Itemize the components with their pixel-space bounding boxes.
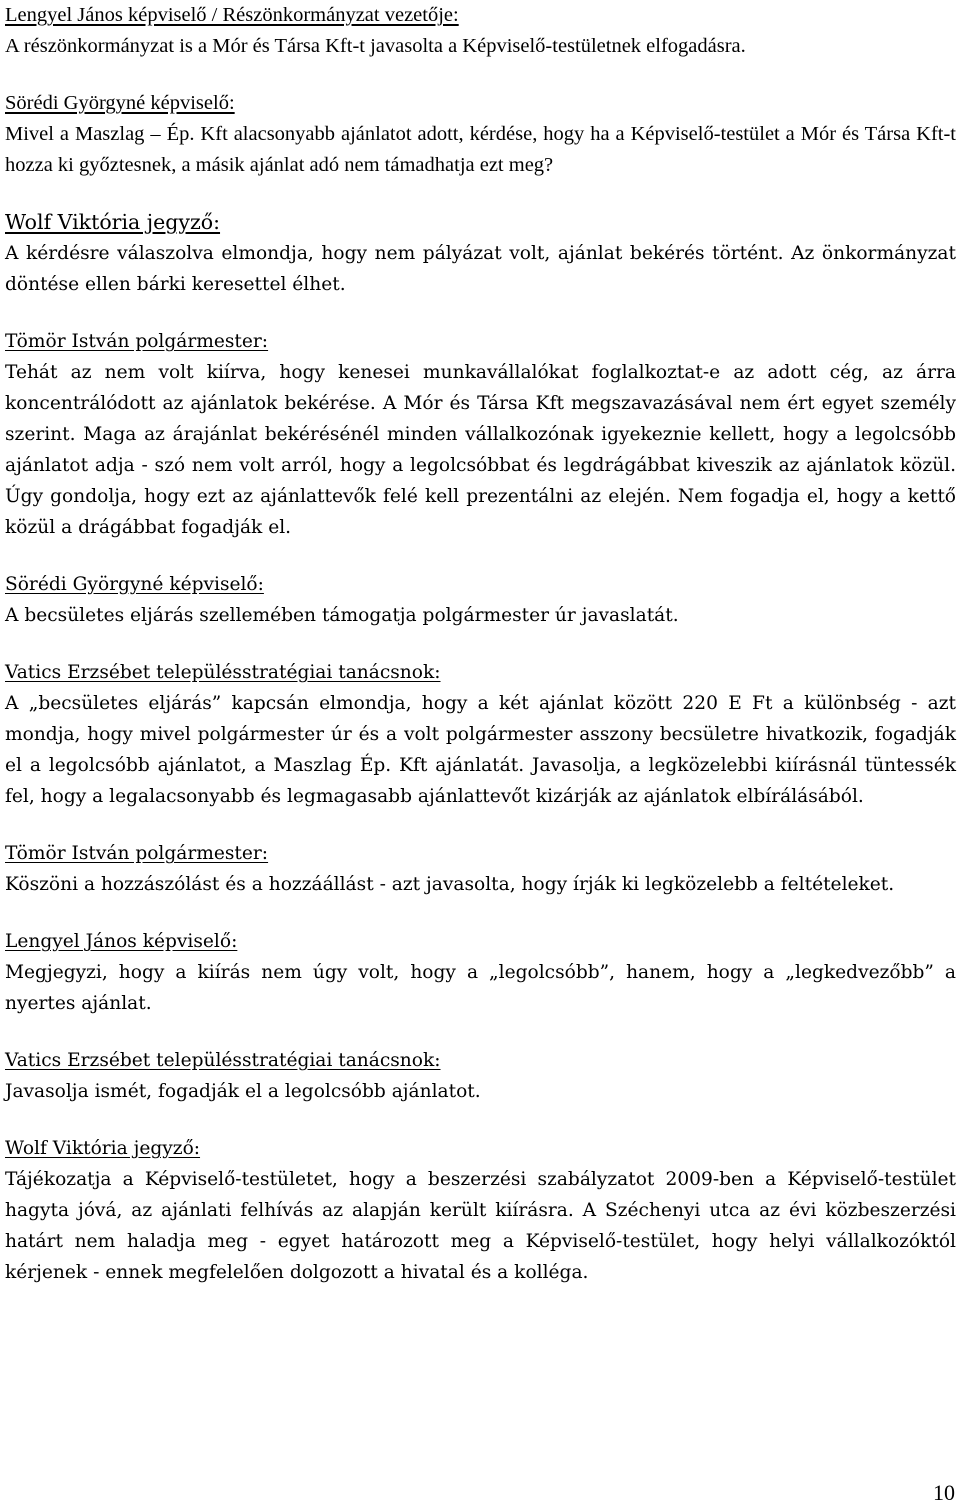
speaker-name: Sörédi Györgyné képviselő:	[5, 574, 264, 595]
speaker-name: Tömör István polgármester:	[5, 843, 269, 864]
speech-text: Köszöni a hozzászólást és a hozzáállást - azt javasolta, hogy írják ki legközelebb a feltételeket.	[5, 874, 895, 895]
minutes-entry	[5, 569, 956, 631]
minutes-entry	[5, 207, 956, 300]
speaker-name: Wolf Viktória jegyző:	[5, 1138, 201, 1159]
speech-text: Javasolja ismét, fogadják el a legolcsóbb ajánlatot.	[5, 1081, 481, 1102]
minutes-entry	[5, 1133, 956, 1288]
speech-text: A részönkormányzat is a Mór és Társa Kft-t javasolta a Képviselő-testületnek elfogadásra.	[5, 35, 746, 57]
speaker-name: Sörédi Györgyné képviselő:	[5, 92, 235, 114]
minutes-entry	[5, 1045, 956, 1107]
minutes-entry	[5, 838, 956, 900]
speech-text: A kérdésre válaszolva elmondja, hogy nem pályázat volt, ajánlat bekérés történt. Az önkormányzat döntése ellen bárki keresettel élhet.	[5, 243, 956, 295]
minutes-entry	[5, 657, 956, 812]
speaker-name: Wolf Viktória jegyző:	[5, 210, 221, 234]
speaker-name: Vatics Erzsébet településstratégiai tanácsnok:	[5, 662, 441, 683]
minutes-entry	[5, 0, 956, 62]
speech-text: Tehát az nem volt kiírva, hogy kenesei munkavállalókat foglalkoztat-e az adott cég, az árra koncentrálódott az ajánlatok bekérése. A Mór és Társa Kft megszavazásával nem ért egyet személy szerint. Maga az árajánlat bekérésénél minden vállalkozónak igyekeznie kellett, hogy a legolcsóbb ajánlatot adja - szó nem volt arról, hogy a legolcsóbbat és legdrágábbat kiveszik az ajánlatok közül. Úgy gondolja, hogy ezt az ajánlattevők felé kell prezentálni az elején. Nem fogadja el, hogy a kettő közül a drágábbat fogadják el.	[5, 362, 956, 538]
speech-text: Mivel a Maszlag – Ép. Kft alacsonyabb ajánlatot adott, kérdése, hogy ha a Képviselő-testület a Mór és Társa Kft-t hozza ki győztesnek, a másik ajánlat adó nem támadhatja ezt meg?	[5, 123, 956, 176]
speech-text: Tájékozatja a Képviselő-testületet, hogy a beszerzési szabályzatot 2009-ben a Képviselő-testület hagyta jóvá, az ajánlati felhívás az alapján került kiírásra. A Széchenyi utca az évi közbeszerzési határt nem haladja meg - egyet határozott meg a Képviselő-testület, hogy helyi vállalkozóktól kérjenek - ennek megfelelően dolgozott a hivatal és a kolléga.	[5, 1169, 956, 1283]
speech-text: A „becsületes eljárás” kapcsán elmondja, hogy a két ajánlat között 220 E Ft a különbség - azt mondja, hogy mivel polgármester úr és a volt polgármester asszony becsületre hivatkozik, fogadják el a legolcsóbb ajánlatot, a Maszlag Ép. Kft ajánlatát. Javasolja, a legközelebbi kiírásnál tüntessék fel, hogy a legalacsonyabb és legmagasabb ajánlattevőt kizárják az ajánlatok elbírálásából.	[5, 693, 956, 807]
minutes-entry	[5, 926, 956, 1019]
speech-text: Megjegyzi, hogy a kiírás nem úgy volt, hogy a „legolcsóbb”, hanem, hogy a „legkedvezőbb” a nyertes ajánlat.	[5, 962, 956, 1014]
speech-text: A becsületes eljárás szellemében támogatja polgármester úr javaslatát.	[5, 605, 679, 626]
page-number: 10	[933, 1480, 955, 1505]
minutes-entry	[5, 88, 956, 181]
speaker-name: Lengyel János képviselő:	[5, 931, 238, 952]
speaker-name: Lengyel János képviselő / Részönkormányzat vezetője:	[5, 4, 459, 26]
speaker-name: Vatics Erzsébet településstratégiai tanácsnok:	[5, 1050, 441, 1071]
minutes-body	[5, 0, 956, 1314]
minutes-entry	[5, 326, 956, 543]
speaker-name: Tömör István polgármester:	[5, 331, 269, 352]
